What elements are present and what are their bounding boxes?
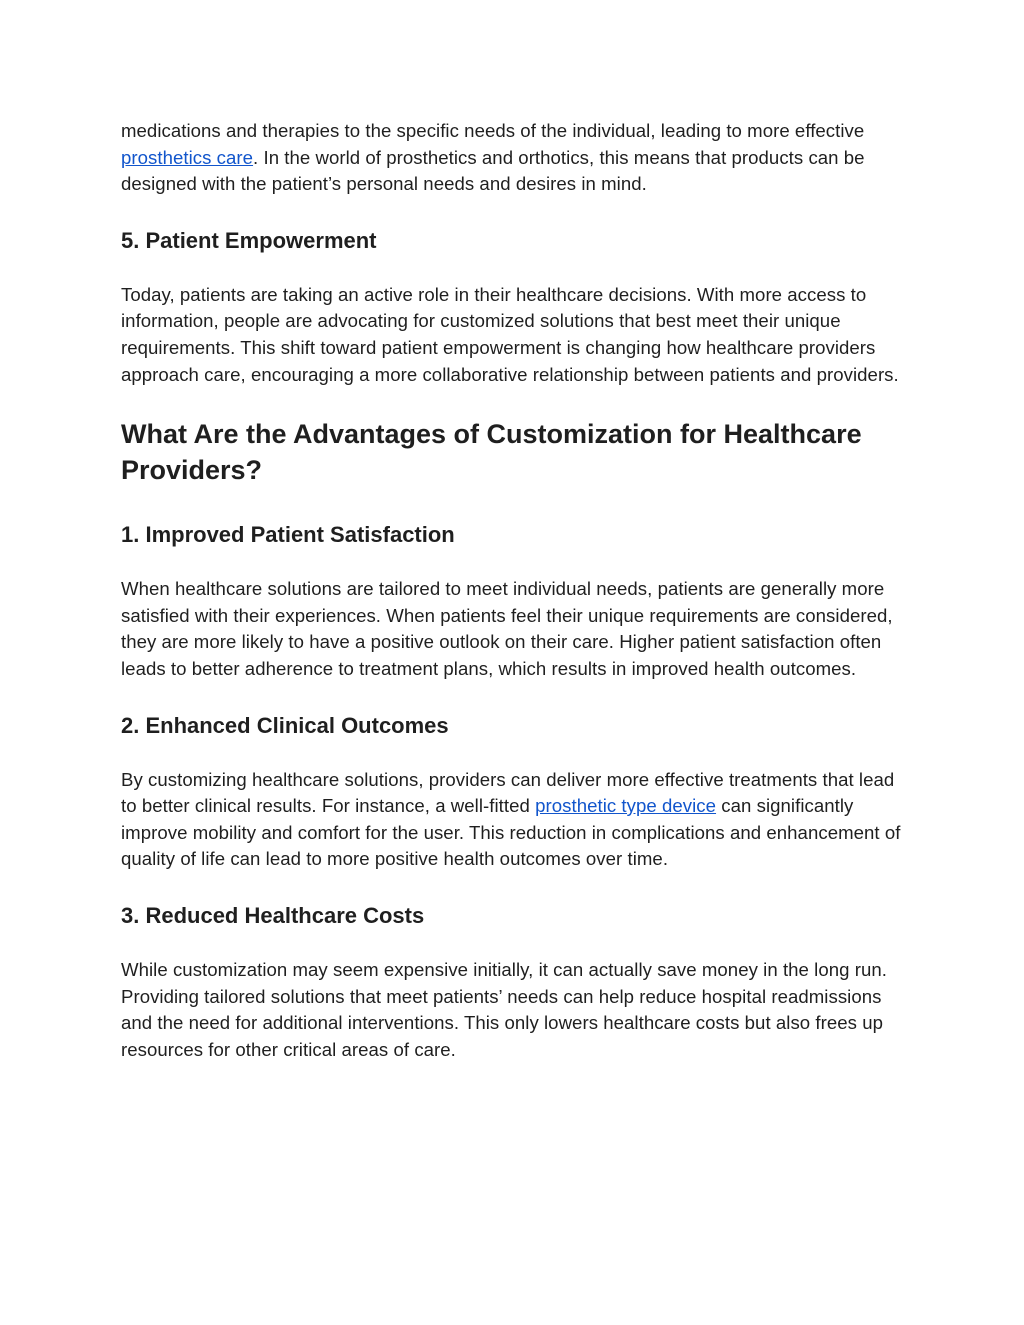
prosthetics-care-link[interactable]: prosthetics care — [121, 146, 254, 168]
section-heading-reduced-healthcare-costs: 3. Reduced Healthcare Costs — [121, 902, 425, 928]
intro-paragraph — [121, 118, 911, 198]
advantages-heading: What Are the Advantages of Customization for Healthcare Providers? — [121, 419, 862, 486]
prosthetic-type-device-link[interactable]: prosthetic type device — [535, 795, 717, 817]
intro-text-before-link: medications and therapies to the specific needs of the individual, leading to more effective — [121, 120, 865, 141]
clinical-text-before-link: By customizing healthcare solutions, providers can deliver more effective treatments that lead to better clinical results. For instance, a well-fitted — [121, 768, 895, 817]
reduced-healthcare-costs-paragraph: While customization may seem expensive initially, it can actually save money in the long run. Providing tailored solutions that meet patients’ needs can help reduce hospital readmissions and the need for additional interventions. This only lowers healthcare costs but also frees up resources for other critical areas of care. — [121, 958, 887, 1060]
document-page — [121, 118, 911, 1063]
enhanced-clinical-outcomes-paragraph — [121, 767, 911, 873]
section-heading-improved-patient-satisfaction: 1. Improved Patient Satisfaction — [121, 522, 455, 548]
improved-patient-satisfaction-paragraph: When healthcare solutions are tailored to meet individual needs, patients are generally more satisfied with their experiences. When patients feel their unique requirements are considered, they are more likely to have a positive outlook on their care. Higher patient satisfaction often leads to better adherence to treatment plans, which results in improved health outcomes. — [121, 578, 893, 679]
section-heading-patient-empowerment: 5. Patient Empowerment — [121, 227, 377, 253]
intro-text-after-link: . In the world of prosthetics and orthotics, this means that products can be designed with the patient’s personal needs and desires in mind. — [121, 146, 865, 195]
patient-empowerment-paragraph: Today, patients are taking an active role in their healthcare decisions. With more access to information, people are advocating for customized solutions that best meet their unique requirements. This shift toward patient empowerment is changing how healthcare providers approach care, encouraging a more collaborative relationship between patients and providers. — [121, 283, 899, 385]
clinical-text-after-link: can significantly improve mobility and comfort for the user. This reduction in complications and enhancement of quality of life can lead to more positive health outcomes over time. — [121, 795, 901, 870]
section-heading-enhanced-clinical-outcomes: 2. Enhanced Clinical Outcomes — [121, 712, 449, 738]
